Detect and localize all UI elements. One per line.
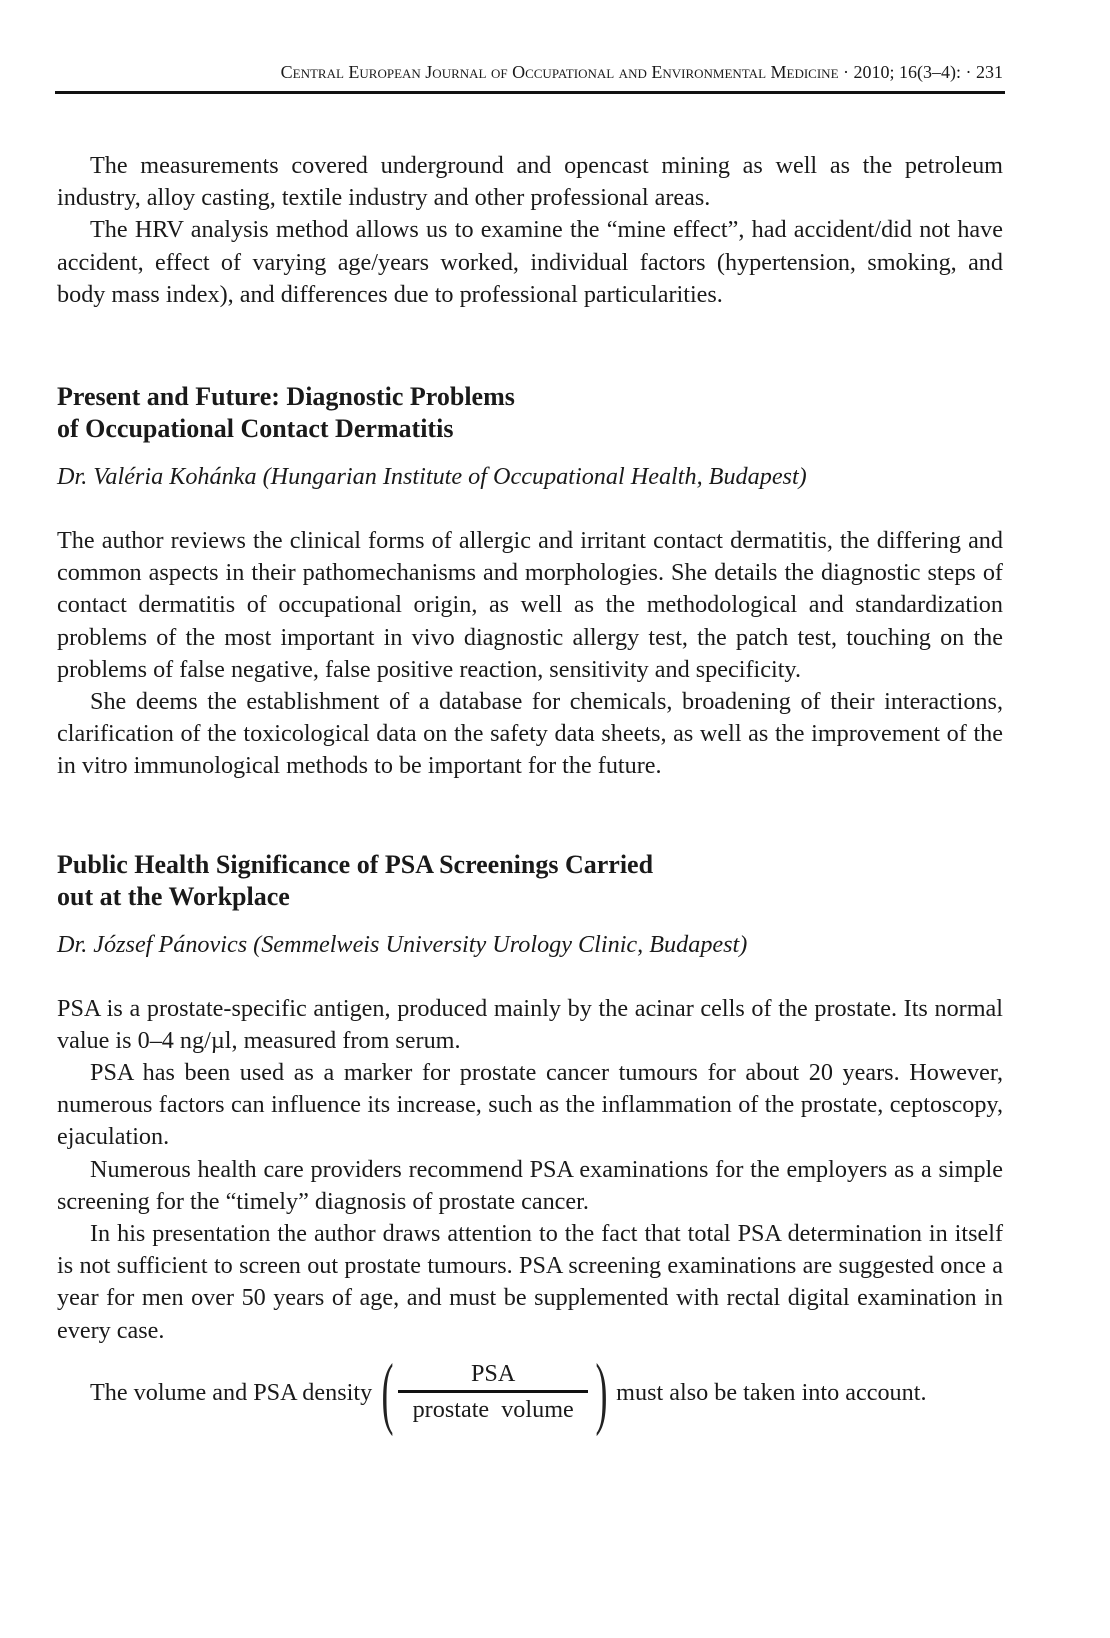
paragraph: Numerous health care providers recommend PSA examinations for the employers as a simple screening for the “timely” diagnosis of prostate cancer.	[57, 1155, 1003, 1215]
paragraph: She deems the establishment of a database for chemicals, broadening of their interactions, clarification of the toxicological data on the safety data sheets, as well as the improvement of the in vitro immunological methods to be important for the future.	[57, 688, 1003, 780]
paragraph: The author reviews the clinical forms of allergic and irritant contact dermatitis, the differing and common aspects in their pathomechanisms and morphologies. She details the diagnostic steps of contact dermatitis of occupational origin, as well as the methodological and standardization problems of the most important in vivo diagnostic allergy test, the patch test, touching on the problems of false negative, false positive reaction, sensitivity and specificity.	[57, 527, 1003, 683]
fraction-numerator: PSA	[470, 1360, 516, 1388]
section-contact-dermatitis	[57, 381, 1003, 783]
formula-trailing-text: must also be taken into account.	[616, 1378, 927, 1406]
paragraph: In his presentation the author draws attention to the fact that total PSA determination in itself is not sufficient to screen out prostate tumours. PSA screening examinations are suggested once a year for men over 50 years of age, and must be supplemented with rectal digital examination in every case.	[57, 1220, 1003, 1344]
psa-density-formula	[57, 1348, 1003, 1437]
left-parenthesis: (	[381, 1348, 394, 1437]
section-title: Present and Future: Diagnostic Problems of Occupational Contact Dermatitis	[57, 382, 515, 444]
paragraph: The measurements covered underground and opencast mining as well as the petroleum industry, alloy casting, textile industry and other professional areas.	[57, 152, 1003, 212]
formula-lead-text: The volume and PSA density	[90, 1378, 373, 1406]
article-body	[57, 150, 1003, 1437]
right-parenthesis: )	[595, 1348, 608, 1437]
citation: · 2010; 16(3–4): · 231	[838, 62, 1003, 82]
section-title: Public Health Significance of PSA Screenings Carried out at the Workplace	[57, 849, 654, 911]
paragraph: PSA has been used as a marker for prostate cancer tumours for about 20 years. However, numerous factors can influence its increase, such as the inflammation of the prostate, ceptoscopy, ejaculation.	[57, 1059, 1003, 1151]
running-header	[281, 62, 1003, 83]
paragraph: PSA is a prostate-specific antigen, produced mainly by the acinar cells of the prostate. Its normal value is 0–4 ng/µl, measured from serum.	[57, 994, 1003, 1054]
journal-title: Central European Journal of Occupational and Environmental Medicine	[280, 62, 839, 82]
section-psa-screenings	[57, 849, 1003, 1437]
paragraph: The HRV analysis method allows us to examine the “mine effect”, had accident/did not have accident, effect of varying age/years worked, individual factors (hypertension, smoking, and body mass index), and differences due to professional particularities.	[57, 216, 1003, 308]
fraction-denominator: prostate volume	[412, 1396, 574, 1424]
author-byline: Dr. Valéria Kohánka (Hungarian Institute of Occupational Health, Budapest)	[57, 463, 807, 491]
section-hrv-continuation	[57, 150, 1003, 311]
header-rule	[55, 91, 1005, 94]
fraction	[398, 1360, 588, 1425]
author-byline: Dr. József Pánovics (Semmelweis University Urology Clinic, Budapest)	[57, 930, 748, 958]
